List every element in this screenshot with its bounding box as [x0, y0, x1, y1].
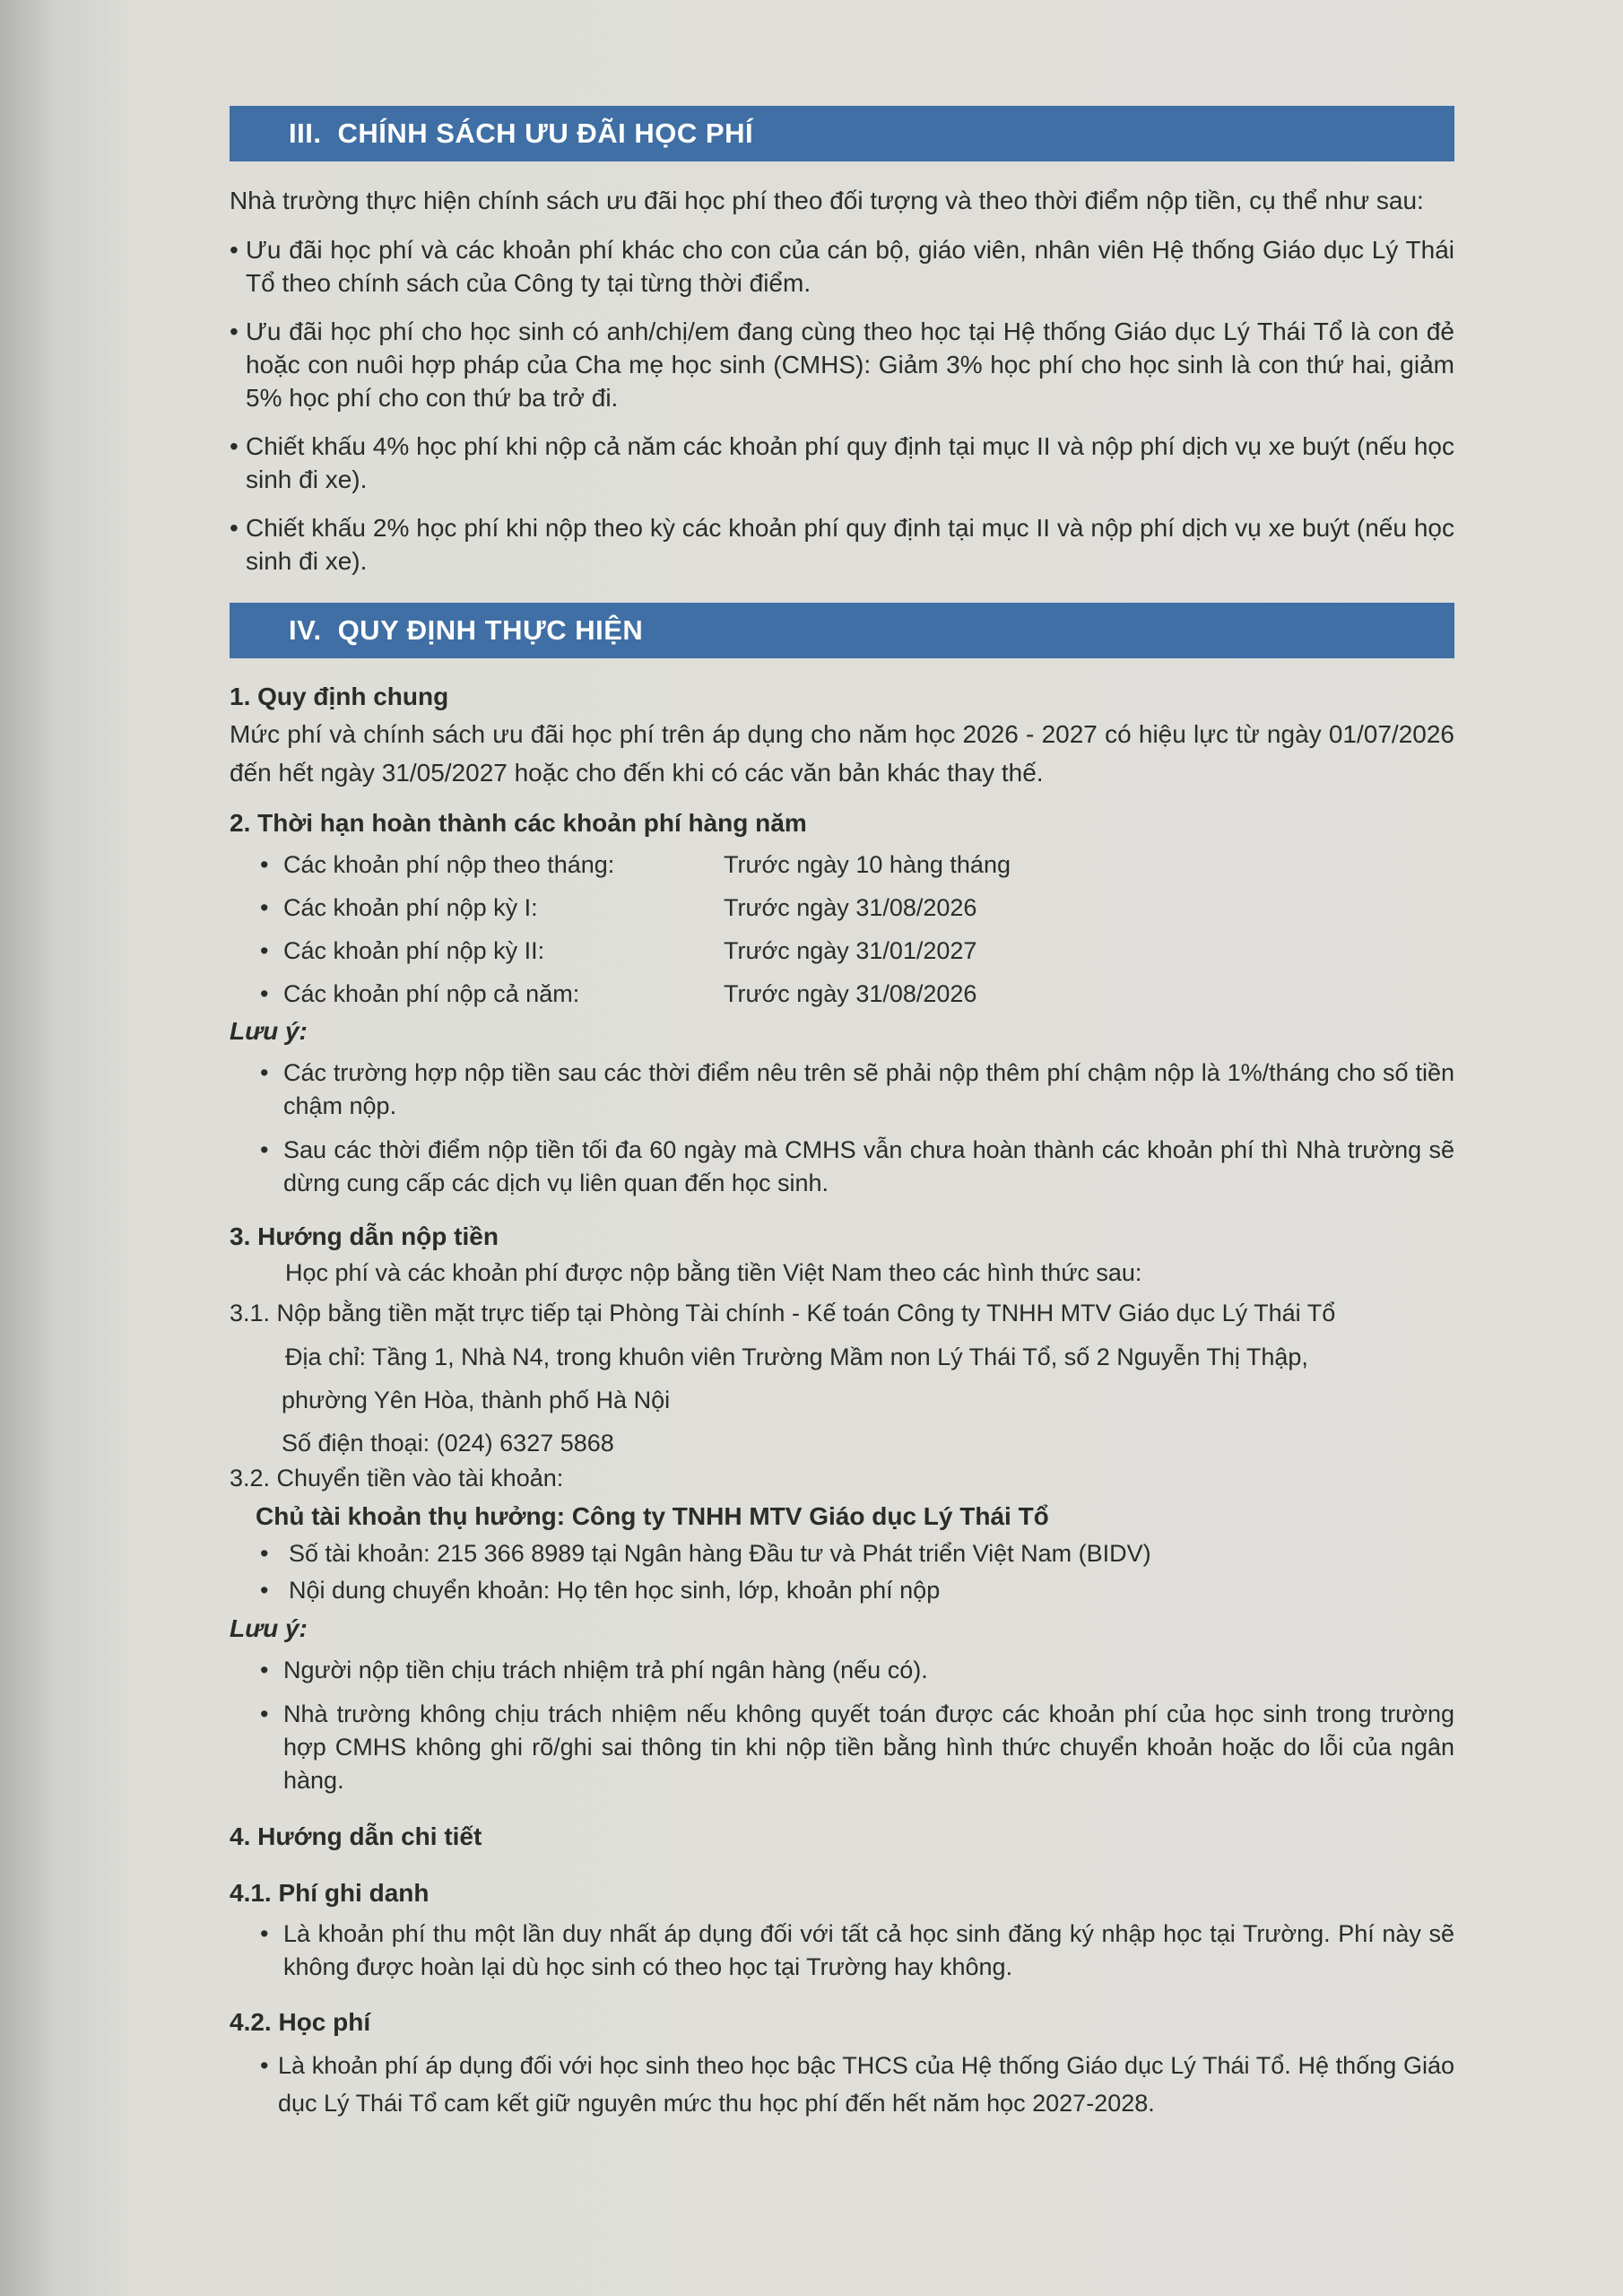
section-3-title: CHÍNH SÁCH ƯU ĐÃI HỌC PHÍ [337, 117, 754, 149]
deadline-value: Trước ngày 31/08/2026 [724, 980, 977, 1007]
deadline-row [230, 978, 1454, 1011]
deadline-value: Trước ngày 31/08/2026 [724, 894, 977, 921]
discount-item: • Chiết khấu 4% học phí khi nộp cả năm các khoản phí quy định tại mục II và nộp phí dịch vụ xe buýt (nếu học sinh đi xe). [230, 430, 1454, 496]
deadline-label: • Các khoản phí nộp kỳ II: [283, 937, 545, 964]
section-4-header [230, 603, 1454, 658]
payment-note: • Người nộp tiền chịu trách nhiệm trả phí ngân hàng (nếu có). [230, 1654, 1454, 1687]
account-holder: Chủ tài khoản thụ hưởng: Công ty TNHH MTV Giáo dục Lý Thái Tổ [256, 1502, 1049, 1530]
office-phone: Số điện thoại: (024) 6327 5868 [282, 1430, 614, 1457]
deadline-row [230, 848, 1454, 882]
cash-payment-title: 3.1. Nộp bằng tiền mặt trực tiếp tại Phòng Tài chính - Kế toán Công ty TNHH MTV Giáo dục Lý Thái Tổ [230, 1300, 1336, 1326]
deadlines-note-label: Lưu ý: [230, 1017, 308, 1045]
payment-note: • Nhà trường không chịu trách nhiệm nếu không quyết toán được các khoản phí của học sinh trong trường hợp CMHS không ghi rõ/ghi sai thông tin khi nộp tiền bằng hình thức chuyển khoản hoặc do lỗi của ngân hàng. [230, 1698, 1454, 1797]
deadline-label: • Các khoản phí nộp theo tháng: [283, 851, 615, 878]
general-rules-text: Mức phí và chính sách ưu đãi học phí trên áp dụng cho năm học 2026 - 2027 có hiệu lực từ ngày 01/07/2026 đến hết ngày 31/05/2027 hoặc cho đến khi có các văn bản khác thay thế. [230, 720, 1454, 787]
discount-item: • Ưu đãi học phí và các khoản phí khác cho con của cán bộ, giáo viên, nhân viên Hệ thống Giáo dục Lý Thái Tổ theo chính sách của Công ty tại từng thời điểm. [230, 233, 1454, 300]
account-number: • Số tài khoản: 215 366 8989 tại Ngân hàng Đầu tư và Phát triển Việt Nam (BIDV) [230, 1537, 1454, 1570]
deadline-note: • Sau các thời điểm nộp tiền tối đa 60 ngày mà CMHS vẫn chưa hoàn thành các khoản phí thì Nhà trường sẽ dừng cung cấp các dịch vụ liên quan đến học sinh. [230, 1134, 1454, 1200]
deadline-row [230, 891, 1454, 925]
discount-item: • Chiết khấu 2% học phí khi nộp theo kỳ các khoản phí quy định tại mục II và nộp phí dịch vụ xe buýt (nếu học sinh đi xe). [230, 511, 1454, 578]
tuition-heading: 4.2. Học phí [230, 2008, 371, 2036]
deadline-label: • Các khoản phí nộp kỳ I: [283, 894, 538, 921]
payment-note-label: Lưu ý: [230, 1614, 308, 1642]
deadline-label: • Các khoản phí nộp cả năm: [283, 980, 580, 1007]
deadline-value: Trước ngày 31/01/2027 [724, 937, 977, 964]
deadlines-heading: 2. Thời hạn hoàn thành các khoản phí hàng năm [230, 809, 807, 837]
section-3-intro: Nhà trường thực hiện chính sách ưu đãi học phí theo đối tượng và theo thời điểm nộp tiền, cụ thể như sau: [230, 187, 1424, 214]
details-heading: 4. Hướng dẫn chi tiết [230, 1822, 482, 1850]
office-address-line1: Địa chỉ: Tầng 1, Nhà N4, trong khuôn viên Trường Mầm non Lý Thái Tổ, số 2 Nguyễn Thị Thập, [285, 1344, 1308, 1370]
office-address-line2: phường Yên Hòa, thành phố Hà Nội [282, 1387, 671, 1413]
section-4-title: QUY ĐỊNH THỰC HIỆN [337, 614, 644, 646]
enrollment-fee-text: • Là khoản phí thu một lần duy nhất áp dụng đối với tất cả học sinh đăng ký nhập học tại Trường. Phí này sẽ không được hoàn lại dù học sinh có theo học tại Trường hay không. [230, 1918, 1454, 1984]
deadlines-list [230, 848, 1454, 1011]
deadline-note: • Các trường hợp nộp tiền sau các thời điểm nêu trên sẽ phải nộp thêm phí chậm nộp là 1%/tháng cho số tiền chậm nộp. [230, 1057, 1454, 1123]
section-3-header [230, 106, 1454, 161]
document-page [230, 106, 1454, 2122]
section-3-number: III. [289, 117, 322, 149]
discount-item: • Ưu đãi học phí cho học sinh có anh/chị/em đang cùng theo học tại Hệ thống Giáo dục Lý Thái Tổ là con đẻ hoặc con nuôi hợp pháp của Cha mẹ học sinh (CMHS): Giảm 3% học phí cho học sinh là con thứ hai, giảm 5% học phí cho con thứ ba trở đi. [230, 315, 1454, 414]
section-4-number: IV. [289, 614, 322, 646]
transfer-title: 3.2. Chuyển tiền vào tài khoản: [230, 1465, 564, 1492]
enrollment-fee-heading: 4.1. Phí ghi danh [230, 1879, 430, 1907]
payment-heading: 3. Hướng dẫn nộp tiền [230, 1222, 499, 1250]
payment-intro: Học phí và các khoản phí được nộp bằng tiền Việt Nam theo các hình thức sau: [285, 1259, 1142, 1286]
tuition-text: • Là khoản phí áp dụng đối với học sinh theo học bậc THCS của Hệ thống Giáo dục Lý Thái Tổ. Hệ thống Giáo dục Lý Thái Tổ cam kết giữ nguyên mức thu học phí đến hết năm học 2027-2028. [230, 2047, 1454, 2122]
deadline-value: Trước ngày 10 hàng tháng [724, 851, 1011, 878]
general-rules-heading: 1. Quy định chung [230, 683, 449, 710]
deadline-row [230, 935, 1454, 968]
transfer-content: • Nội dung chuyển khoản: Họ tên học sinh, lớp, khoản phí nộp [230, 1574, 1454, 1607]
